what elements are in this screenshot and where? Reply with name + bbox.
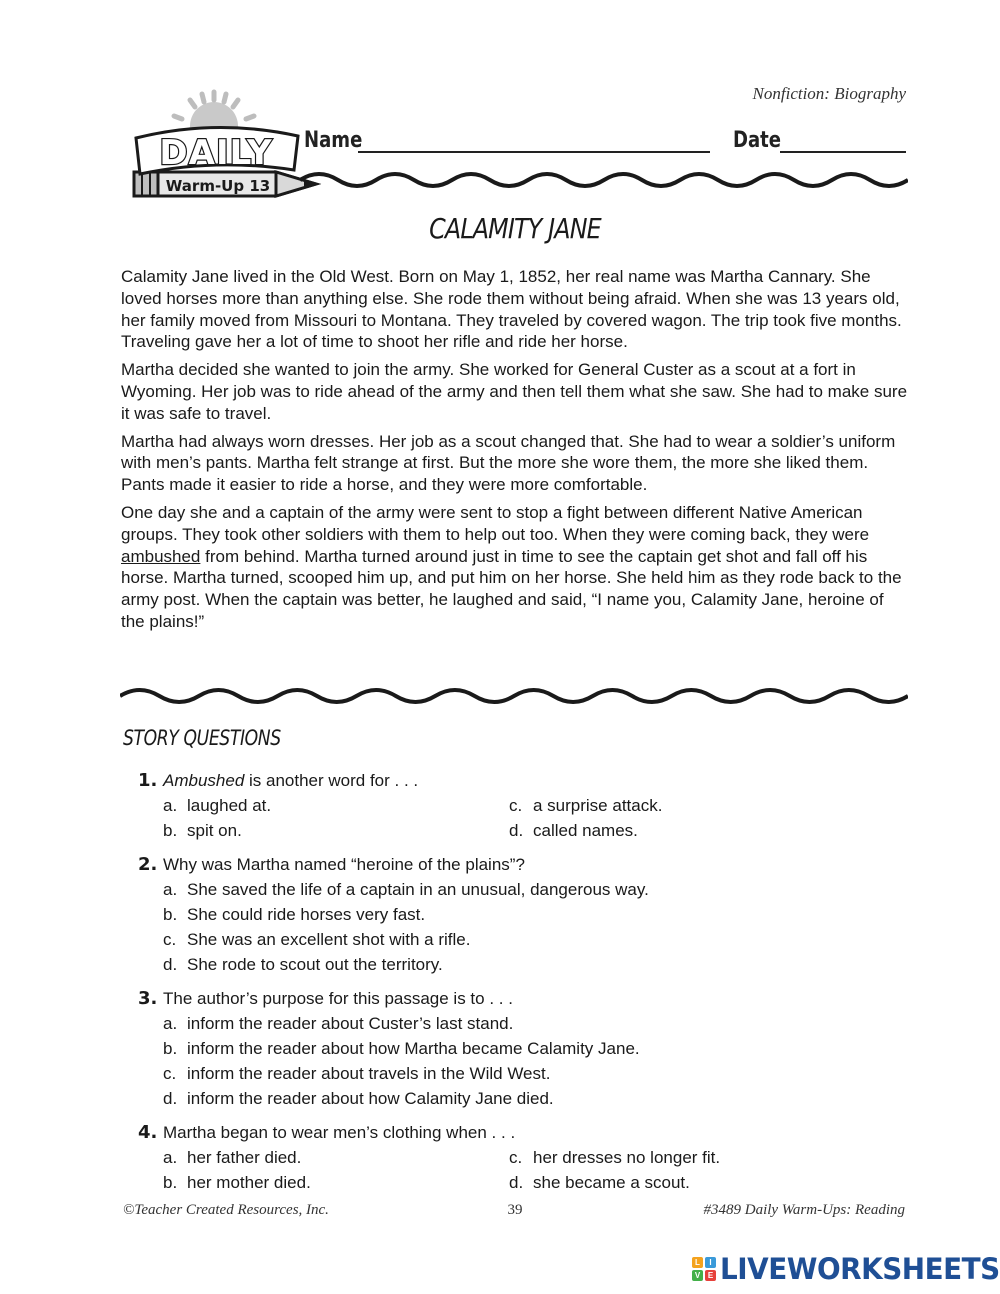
date-field[interactable]: [780, 151, 906, 153]
passage-paragraph: Martha decided she wanted to join the army. She worked for General Custer as a scout at a fort in Wyoming. Her job was to ride ahead of the army and then tell them what she saw. She had to make sure it was safe to travel.: [121, 360, 908, 423]
answer-option[interactable]: a. her father died.: [163, 1148, 302, 1167]
question-4: [138, 1120, 918, 1195]
passage-paragraph: Calamity Jane lived in the Old West. Born on May 1, 1852, her real name was Martha Cannary. She loved horses more than anything else. She rode them without being afraid. When she was 13 years old, her family moved from Missouri to Montana. They traveled by covered wagon. The trip took five months. Traveling gave her a lot of time to shoot her rifle and ride her horse.: [121, 267, 902, 352]
answer-option[interactable]: a. laughed at.: [163, 796, 272, 815]
story-questions-heading: STORY QUESTIONS: [123, 726, 281, 750]
worksheet-category: Nonfiction: Biography: [752, 84, 906, 103]
logo-word: DAILY: [159, 133, 273, 173]
answer-option[interactable]: c. a surprise attack.: [509, 796, 663, 815]
worksheet-title: CALAMITY JANE: [429, 212, 601, 245]
answer-option[interactable]: a. She saved the life of a captain in an unusual, dangerous way.: [163, 880, 649, 899]
answer-option[interactable]: a. inform the reader about Custer’s last stand.: [163, 1014, 514, 1033]
question-number: 3.: [138, 988, 158, 1009]
reading-passage: [121, 266, 911, 639]
name-label: Name: [304, 128, 363, 153]
answer-option[interactable]: c. She was an excellent shot with a rifle.: [163, 930, 471, 949]
answer-option[interactable]: d. she became a scout.: [509, 1173, 690, 1192]
answer-option[interactable]: c. inform the reader about travels in the Wild West.: [163, 1064, 551, 1083]
question-2: [138, 852, 918, 977]
name-field[interactable]: [358, 151, 710, 153]
copyright-footer: ©Teacher Created Resources, Inc.: [123, 1202, 329, 1218]
answer-option[interactable]: b. inform the reader about how Martha became Calamity Jane.: [163, 1039, 640, 1058]
passage-paragraph: [121, 502, 911, 633]
wavy-divider-top: [300, 168, 908, 192]
vocabulary-word: ambushed: [121, 546, 201, 566]
question-number: 4.: [138, 1122, 158, 1143]
question-stem: The author’s purpose for this passage is to . . .: [163, 989, 513, 1008]
question-number: 2.: [138, 854, 158, 875]
answer-option[interactable]: d. inform the reader about how Calamity Jane died.: [163, 1089, 554, 1108]
logo-subtitle: Warm-Up 13: [165, 177, 271, 195]
daily-warm-up-logo: [126, 88, 322, 204]
passage-text: One day she and a captain of the army were sent to stop a fight between different Native American groups. They took other soldiers with them to help out too. When they were coming back, they were: [121, 502, 870, 544]
question-1: [138, 768, 918, 843]
answer-option[interactable]: d. called names.: [509, 821, 638, 840]
answer-option[interactable]: c. her dresses no longer fit.: [509, 1148, 721, 1167]
question-stem: Martha began to wear men’s clothing when . . .: [163, 1123, 516, 1142]
passage-paragraph: Martha had always worn dresses. Her job as a scout changed that. She had to wear a soldier’s uniform with men’s pants. Martha felt strange at first. But the more she wore them, the more she liked them. Pants made it easier to ride a horse, and they were more comfortable.: [121, 431, 896, 495]
passage-text: from behind. Martha turned around just in time to see the captain get shot and fall off his horse. Martha turned, scooped him up, and put him on her horse. She held him as they rode back to the army post. When the captain was better, he laughed and said, “I name you, Calamity Jane, heroine of the plains!”: [121, 546, 902, 631]
wavy-divider-middle: [120, 684, 908, 708]
answer-option[interactable]: b. her mother died.: [163, 1173, 311, 1192]
question-stem: Why was Martha named “heroine of the plains”?: [163, 855, 525, 874]
question-stem: is another word for . . .: [244, 771, 419, 790]
question-keyword: Ambushed: [163, 771, 245, 790]
date-label: Date: [733, 128, 782, 153]
answer-option[interactable]: b. She could ride horses very fast.: [163, 905, 426, 924]
answer-option[interactable]: d. She rode to scout out the territory.: [163, 955, 443, 974]
page-number: 39: [507, 1202, 523, 1218]
question-number: 1.: [138, 770, 158, 791]
liveworksheets-wordmark: LIVEWORKSHEETS: [720, 1252, 1000, 1286]
answer-option[interactable]: b. spit on.: [163, 821, 242, 840]
question-3: [138, 986, 918, 1111]
liveworksheets-brand[interactable]: [692, 1252, 1000, 1286]
liveworksheets-logo-icon: L I V E: [692, 1257, 716, 1281]
book-reference-footer: #3489 Daily Warm-Ups: Reading: [703, 1202, 905, 1218]
